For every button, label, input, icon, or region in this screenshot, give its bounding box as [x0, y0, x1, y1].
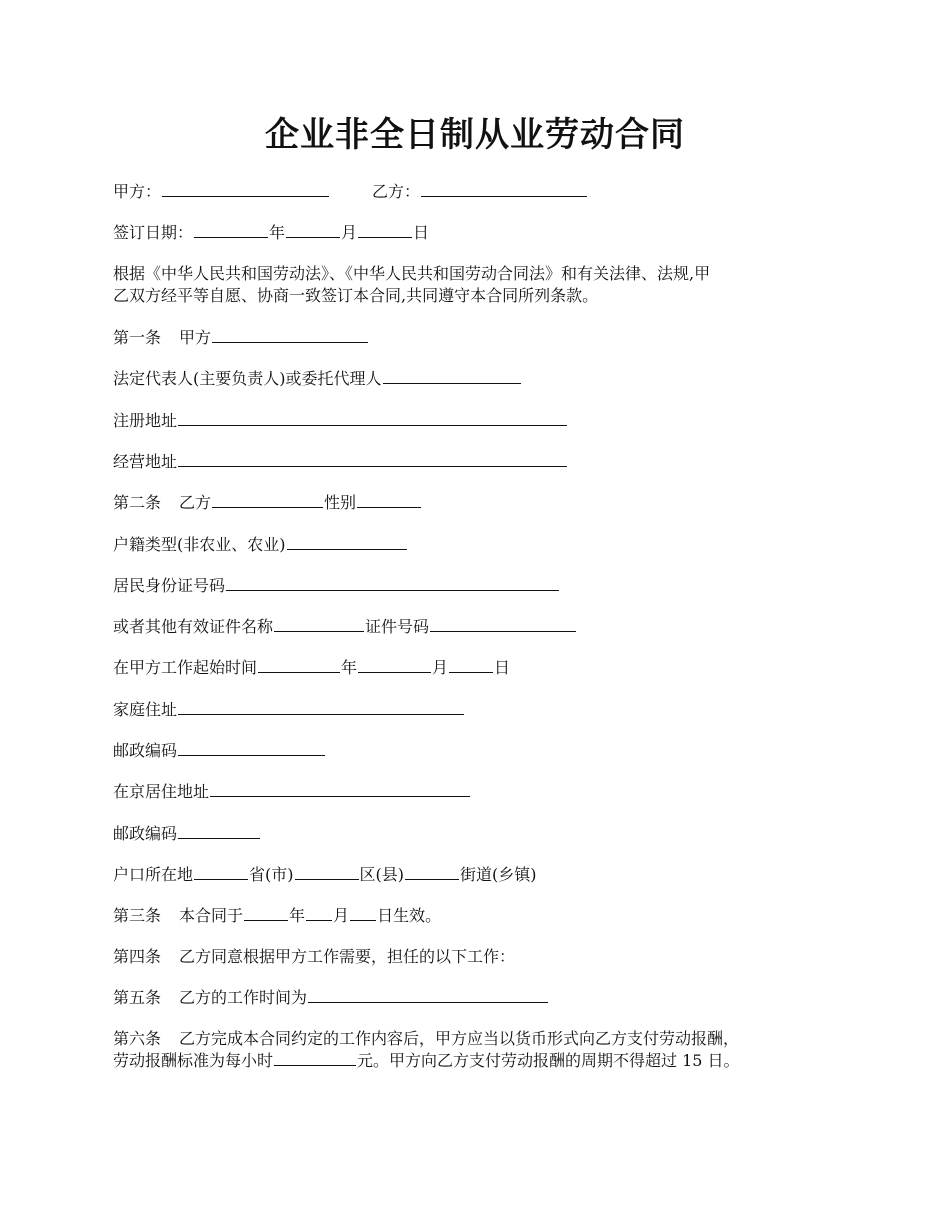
sign-date-label: 签订日期： [113, 223, 194, 242]
article-2 [113, 492, 422, 514]
biz-address-line [113, 451, 568, 473]
beijing-address-blank[interactable] [210, 781, 470, 797]
legal-rep-blank[interactable] [383, 368, 521, 384]
hukou-province-blank[interactable] [194, 864, 248, 880]
article-5-label: 第五条 [113, 988, 162, 1007]
postcode-1-blank[interactable] [178, 740, 325, 756]
party-b-name-blank[interactable] [212, 492, 323, 508]
article-3-suffix: 日生效。 [377, 906, 442, 925]
month-label: 月 [333, 906, 350, 925]
article-6-line-1 [113, 1028, 833, 1050]
hukou-line [113, 864, 537, 886]
sign-year-blank[interactable] [194, 222, 268, 238]
other-id-name-blank[interactable] [274, 616, 364, 632]
article-2-party: 乙方 [179, 493, 212, 512]
start-day-blank[interactable] [449, 657, 493, 673]
postcode-2-blank[interactable] [178, 823, 260, 839]
document-title: 企业非全日制从业劳动合同 [265, 115, 685, 155]
postcode-2-label: 邮政编码 [113, 824, 178, 843]
intro-paragraph [113, 263, 833, 307]
sign-day-blank[interactable] [358, 222, 412, 238]
year-label: 年 [341, 658, 358, 677]
reg-address-label: 注册地址 [113, 411, 178, 430]
party-a-name-blank[interactable] [212, 327, 368, 343]
id-number-label: 居民身份证号码 [113, 576, 226, 595]
party-line [113, 181, 588, 203]
hukou-label: 户口所在地 [113, 865, 194, 884]
party-b-blank[interactable] [421, 181, 587, 197]
effective-day-blank[interactable] [350, 905, 376, 921]
legal-rep-label: 法定代表人(主要负责人)或委托代理人 [113, 369, 382, 388]
month-label: 月 [432, 658, 449, 677]
household-type-blank[interactable] [287, 534, 407, 550]
intro-line-1: 根据《中华人民共和国劳动法》、《中华人民共和国劳动合同法》和有关法律、法规,甲 [113, 264, 711, 283]
id-number-line [113, 575, 560, 597]
article-4-label: 第四条 [113, 947, 162, 966]
article-6-line-2 [113, 1050, 833, 1072]
party-a-label: 甲方： [113, 182, 162, 201]
party-a-blank[interactable] [162, 181, 329, 197]
postcode-2-line [113, 823, 261, 845]
beijing-address-label: 在京居住地址 [113, 782, 210, 801]
hourly-rate-blank[interactable] [274, 1050, 356, 1066]
article-4-text: 乙方同意根据甲方工作需要，担任的以下工作： [179, 947, 516, 966]
biz-address-blank[interactable] [178, 451, 567, 467]
sign-date-line [113, 222, 429, 244]
effective-year-blank[interactable] [244, 905, 288, 921]
postcode-1-line [113, 740, 326, 762]
street-label: 街道(乡镇) [460, 865, 537, 884]
reg-address-blank[interactable] [178, 410, 567, 426]
start-year-blank[interactable] [258, 657, 340, 673]
intro-line-2: 乙双方经平等自愿、协商一致签订本合同,共同遵守本合同所列条款。 [113, 286, 599, 305]
article-2-label: 第二条 [113, 493, 162, 512]
beijing-address-line [113, 781, 471, 803]
article-5-text: 乙方的工作时间为 [179, 988, 308, 1007]
article-3-label: 第三条 [113, 906, 162, 925]
year-label: 年 [269, 223, 286, 242]
effective-month-blank[interactable] [306, 905, 332, 921]
legal-rep-line [113, 368, 522, 390]
home-address-blank[interactable] [178, 699, 464, 715]
party-b-label: 乙方： [372, 182, 421, 201]
other-id-number-label: 证件号码 [365, 617, 430, 636]
sign-month-blank[interactable] [286, 222, 340, 238]
year-label: 年 [289, 906, 306, 925]
home-address-line [113, 699, 465, 721]
gender-label: 性别 [324, 493, 357, 512]
article-5 [113, 987, 549, 1009]
province-label: 省(市) [249, 865, 294, 884]
gender-blank[interactable] [357, 492, 421, 508]
home-address-label: 家庭住址 [113, 700, 178, 719]
work-time-blank[interactable] [308, 987, 548, 1003]
start-time-line [113, 657, 510, 679]
start-time-label: 在甲方工作起始时间 [113, 658, 258, 677]
day-label: 日 [413, 223, 430, 242]
article-6-text-1: 乙方完成本合同约定的工作内容后，甲方应当以货币形式向乙方支付劳动报酬， [179, 1029, 740, 1048]
household-type-line [113, 534, 408, 556]
other-id-line [113, 616, 577, 638]
start-month-blank[interactable] [358, 657, 431, 673]
hukou-street-blank[interactable] [405, 864, 459, 880]
household-type-label: 户籍类型(非农业、农业) [113, 535, 286, 554]
article-6-label: 第六条 [113, 1029, 162, 1048]
article-4 [113, 946, 515, 968]
month-label: 月 [341, 223, 358, 242]
district-label: 区(县) [359, 865, 405, 884]
day-label: 日 [494, 658, 511, 677]
article-1-label: 第一条 [113, 328, 162, 347]
hukou-district-blank[interactable] [295, 864, 359, 880]
article-1 [113, 327, 369, 349]
article-6 [113, 1028, 833, 1072]
other-id-number-blank[interactable] [430, 616, 576, 632]
article-6-text-2b: 元。甲方向乙方支付劳动报酬的周期不得超过 15 日。 [357, 1051, 740, 1070]
article-6-text-2a: 劳动报酬标准为每小时 [113, 1051, 274, 1070]
id-number-blank[interactable] [226, 575, 559, 591]
article-1-party: 甲方 [179, 328, 212, 347]
reg-address-line [113, 410, 568, 432]
other-id-name-label: 或者其他有效证件名称 [113, 617, 274, 636]
article-3 [113, 905, 441, 927]
article-3-text: 本合同于 [179, 906, 244, 925]
postcode-1-label: 邮政编码 [113, 741, 178, 760]
biz-address-label: 经营地址 [113, 452, 178, 471]
